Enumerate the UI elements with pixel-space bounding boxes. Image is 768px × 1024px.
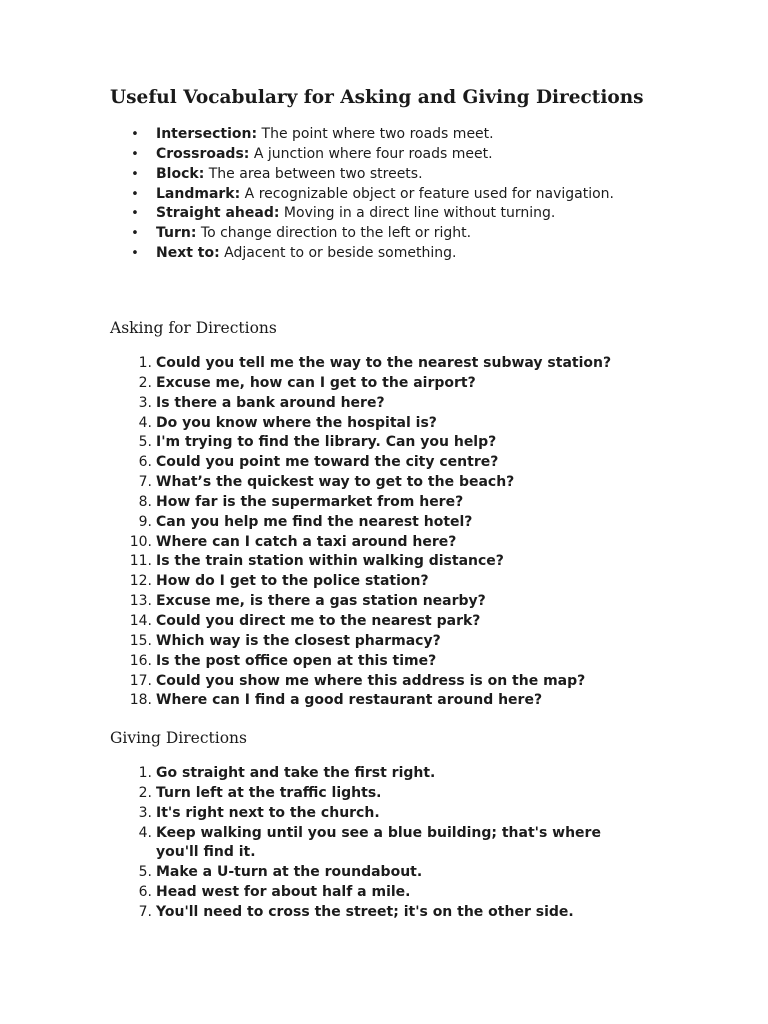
- vocabulary-definition: A junction where four roads meet.: [253, 145, 493, 162]
- vocabulary-term: Turn:: [156, 225, 197, 242]
- bullet-marker: •: [131, 127, 139, 142]
- list-number: 17.: [129, 672, 152, 689]
- list-number: 18.: [129, 692, 152, 709]
- list-number: 11.: [129, 553, 152, 570]
- giving-item-text: Make a U-turn at the roundabout.: [156, 864, 423, 881]
- vocabulary-item: [0, 204, 768, 224]
- asking-item: [0, 592, 768, 612]
- list-number: 4.: [138, 824, 152, 841]
- giving-item-text: Go straight and take the first right.: [156, 765, 436, 781]
- list-number: 1.: [138, 355, 152, 371]
- giving-item-text: Turn left at the traffic lights.: [156, 784, 382, 801]
- asking-item-text: Could you point me toward the city centre?: [156, 454, 499, 471]
- list-number: 7.: [138, 903, 152, 920]
- vocabulary-term: Next to:: [156, 245, 220, 262]
- vocabulary-term: Block:: [156, 165, 205, 182]
- asking-item-text: Excuse me, how can I get to the airport?: [156, 374, 476, 391]
- list-number: 7.: [138, 474, 152, 491]
- asking-item: [0, 493, 768, 513]
- asking-item-text: Is the train station within walking distance?: [156, 553, 504, 570]
- asking-item-text: Excuse me, is there a gas station nearby?: [156, 593, 486, 610]
- asking-item-text: Is there a bank around here?: [156, 394, 385, 411]
- asking-item: [0, 533, 768, 553]
- bullet-marker: •: [131, 246, 139, 262]
- list-number: 13.: [129, 593, 152, 610]
- bullet-marker: •: [131, 146, 139, 162]
- list-number: 5.: [138, 864, 152, 881]
- vocabulary-definition: A recognizable object or feature used for navigation.: [244, 185, 614, 202]
- asking-item: [0, 572, 768, 592]
- bullet-marker: •: [131, 206, 139, 222]
- asking-item: [0, 453, 768, 473]
- asking-item-text: Which way is the closest pharmacy?: [156, 632, 441, 649]
- giving-directions-heading: Giving Directions: [110, 729, 247, 747]
- vocabulary-term: Landmark:: [156, 185, 241, 202]
- asking-item-text: Could you tell me the way to the nearest subway station?: [156, 355, 612, 371]
- asking-item: [0, 652, 768, 672]
- list-number: 16.: [129, 652, 152, 669]
- bullet-marker: •: [131, 186, 139, 202]
- list-number: 6.: [138, 454, 152, 471]
- asking-directions-heading: Asking for Directions: [110, 319, 277, 337]
- vocabulary-item: [0, 224, 768, 244]
- list-number: 2.: [138, 374, 152, 391]
- giving-item: [0, 764, 768, 784]
- vocabulary-item: [0, 185, 768, 205]
- list-number: 4.: [138, 414, 152, 431]
- vocabulary-term: Crossroads:: [156, 145, 250, 162]
- asking-item-text: Where can I catch a taxi around here?: [156, 533, 457, 550]
- asking-item-text: Where can I find a good restaurant around here?: [156, 692, 543, 709]
- asking-item-text: I'm trying to find the library. Can you help?: [156, 434, 497, 451]
- asking-item-text: Do you know where the hospital is?: [156, 414, 437, 431]
- asking-item: [0, 473, 768, 493]
- vocabulary-list: [0, 125, 768, 264]
- page-title: Useful Vocabulary for Asking and Giving Directions: [110, 87, 644, 108]
- giving-item: [0, 883, 768, 903]
- list-number: 3.: [138, 804, 152, 821]
- asking-item-text: Could you direct me to the nearest park?: [156, 612, 481, 629]
- asking-directions-list: [0, 354, 768, 711]
- asking-item: [0, 691, 768, 711]
- list-number: 12.: [129, 573, 152, 590]
- giving-item: [0, 784, 768, 804]
- list-number: 8.: [138, 493, 152, 510]
- list-number: 15.: [129, 632, 152, 649]
- giving-item: [0, 863, 768, 883]
- asking-item: [0, 354, 768, 374]
- vocabulary-item: [0, 244, 768, 264]
- asking-item: [0, 632, 768, 652]
- giving-item-text: Keep walking until you see a blue building; that's where you'll find it.: [156, 824, 601, 861]
- asking-item-text: How do I get to the police station?: [156, 573, 429, 590]
- vocabulary-term: Intersection:: [156, 126, 258, 142]
- vocabulary-definition: To change direction to the left or right.: [200, 225, 472, 242]
- asking-item: [0, 414, 768, 434]
- vocabulary-item: [0, 165, 768, 185]
- list-number: 10.: [129, 533, 152, 550]
- list-number: 9.: [138, 513, 152, 530]
- asking-item-text: Could you show me where this address is on the map?: [156, 672, 586, 689]
- asking-item: [0, 552, 768, 572]
- list-number: 14.: [129, 612, 152, 629]
- giving-item-text: Head west for about half a mile.: [156, 884, 411, 901]
- giving-item-text: You'll need to cross the street; it's on the other side.: [156, 903, 574, 920]
- vocabulary-definition: The area between two streets.: [208, 165, 423, 182]
- list-number: 6.: [138, 884, 152, 901]
- vocabulary-term: Straight ahead:: [156, 205, 280, 222]
- vocabulary-definition: Adjacent to or beside something.: [224, 245, 457, 262]
- bullet-marker: •: [131, 166, 139, 182]
- giving-item: [0, 804, 768, 824]
- giving-item: [0, 903, 768, 923]
- vocabulary-definition: The point where two roads meet.: [261, 126, 494, 142]
- list-number: 5.: [138, 434, 152, 451]
- asking-item: [0, 612, 768, 632]
- vocabulary-item: [0, 145, 768, 165]
- giving-item-text: It's right next to the church.: [156, 804, 380, 821]
- asking-item-text: How far is the supermarket from here?: [156, 493, 464, 510]
- asking-item-text: Can you help me find the nearest hotel?: [156, 513, 473, 530]
- list-number: 3.: [138, 394, 152, 411]
- asking-item-text: Is the post office open at this time?: [156, 652, 437, 669]
- asking-item: [0, 433, 768, 453]
- asking-item: [0, 394, 768, 414]
- bullet-marker: •: [131, 226, 139, 242]
- asking-item: [0, 374, 768, 394]
- asking-item: [0, 672, 768, 692]
- list-number: 1.: [138, 765, 152, 781]
- giving-item: [0, 824, 768, 864]
- asking-item-text: What’s the quickest way to get to the beach?: [156, 474, 515, 491]
- vocabulary-item: [0, 125, 768, 145]
- list-number: 2.: [138, 784, 152, 801]
- giving-directions-list: [0, 764, 768, 923]
- vocabulary-definition: Moving in a direct line without turning.: [283, 205, 556, 222]
- asking-item: [0, 513, 768, 533]
